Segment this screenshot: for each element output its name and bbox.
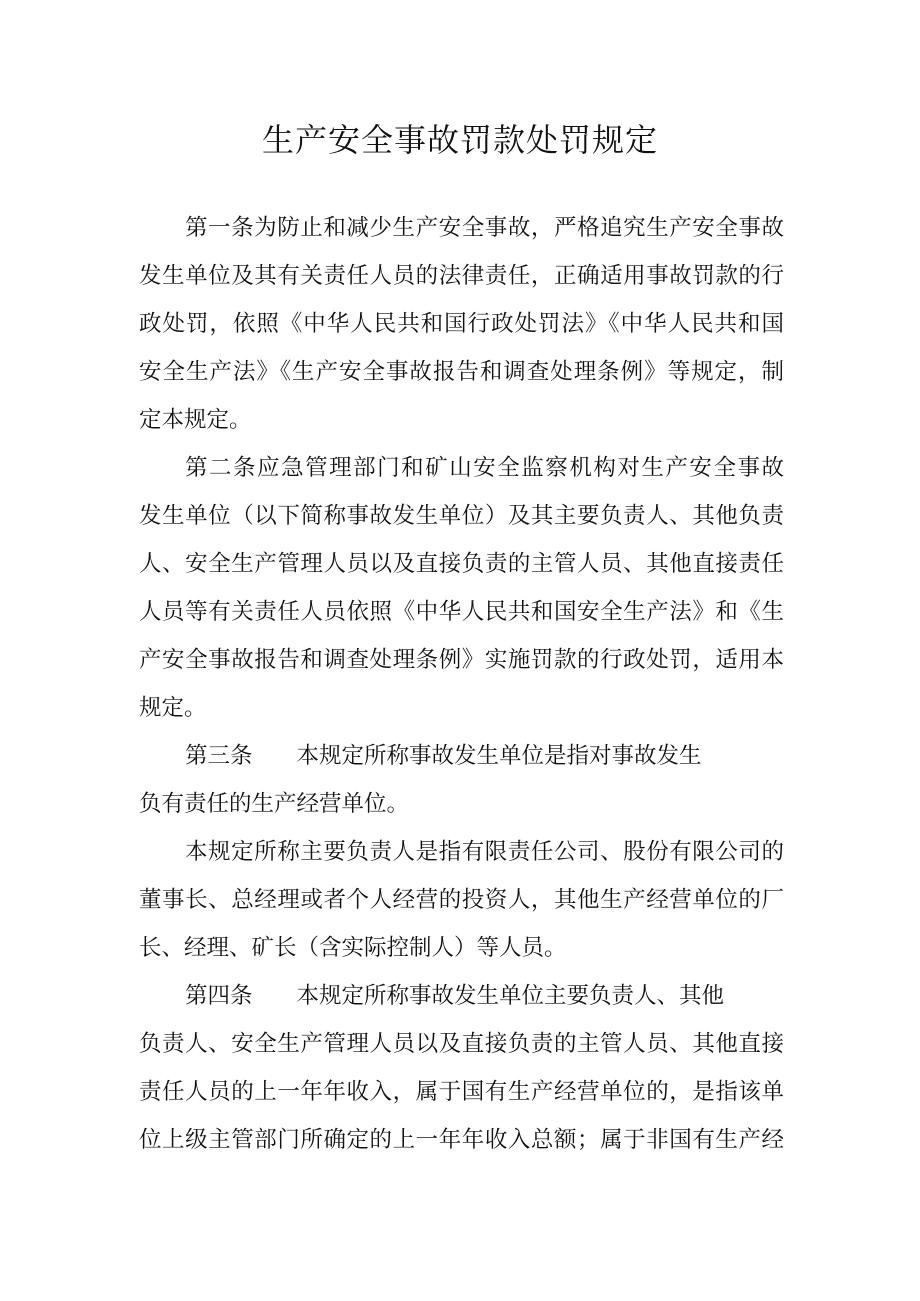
text-line (139, 732, 784, 780)
text-line: 发生单位（以下简称事故发生单位）及其主要负责人、其他负责 (139, 503, 784, 529)
article-4 (139, 972, 784, 1164)
page-title: 生产安全事故罚款处罚规定 (261, 121, 658, 159)
article-number: 第四条 (185, 983, 253, 1009)
text-line: 产安全事故报告和调查处理条例》实施罚款的行政处罚，适用本 (139, 647, 784, 673)
article-text: 本规定所称事故发生单位主要负责人、其他 (296, 983, 725, 1009)
article-3 (139, 732, 784, 828)
text-line: 本规定所称主要负责人是指有限责任公司、股份有限公司的 (185, 839, 784, 865)
text-line: 规定。 (139, 695, 207, 721)
article-text: 本规定所称事故发生单位是指对事故发生 (296, 743, 702, 769)
article-number: 第三条 (185, 743, 253, 769)
article-3-paragraph-2 (139, 828, 784, 972)
text-line: 安全生产法》《生产安全事故报告和调查处理条例》等规定，制 (139, 359, 784, 385)
article-1 (139, 204, 784, 444)
text-line: 定本规定。 (139, 407, 252, 433)
text-line (139, 972, 784, 1020)
text-line: 负责人、安全生产管理人员以及直接负责的主管人员、其他直接 (139, 1031, 784, 1057)
text-line: 发生单位及其有关责任人员的法律责任，正确适用事故罚款的行 (139, 263, 784, 289)
document-body (139, 204, 784, 1164)
text-line: 长、经理、矿长（含实际控制人）等人员。 (139, 935, 567, 961)
article-2 (139, 444, 784, 732)
text-line: 人员等有关责任人员依照《中华人民共和国安全生产法》和《生 (139, 599, 784, 625)
text-line: 人、安全生产管理人员以及直接负责的主管人员、其他直接责任 (139, 551, 784, 577)
text-line: 位上级主管部门所确定的上一年年收入总额；属于非国有生产经 (139, 1127, 784, 1153)
text-line: 政处罚，依照《中华人民共和国行政处罚法》《中华人民共和国 (139, 311, 784, 337)
text-line: 第一条为防止和减少生产安全事故，严格追究生产安全事故 (185, 215, 784, 241)
text-line: 董事长、总经理或者个人经营的投资人，其他生产经营单位的厂 (139, 887, 784, 913)
text-line: 负有责任的生产经营单位。 (139, 791, 410, 817)
text-line: 第二条应急管理部门和矿山安全监察机构对生产安全事故 (185, 455, 784, 481)
text-line: 责任人员的上一年年收入，属于国有生产经营单位的，是指该单 (139, 1079, 784, 1105)
